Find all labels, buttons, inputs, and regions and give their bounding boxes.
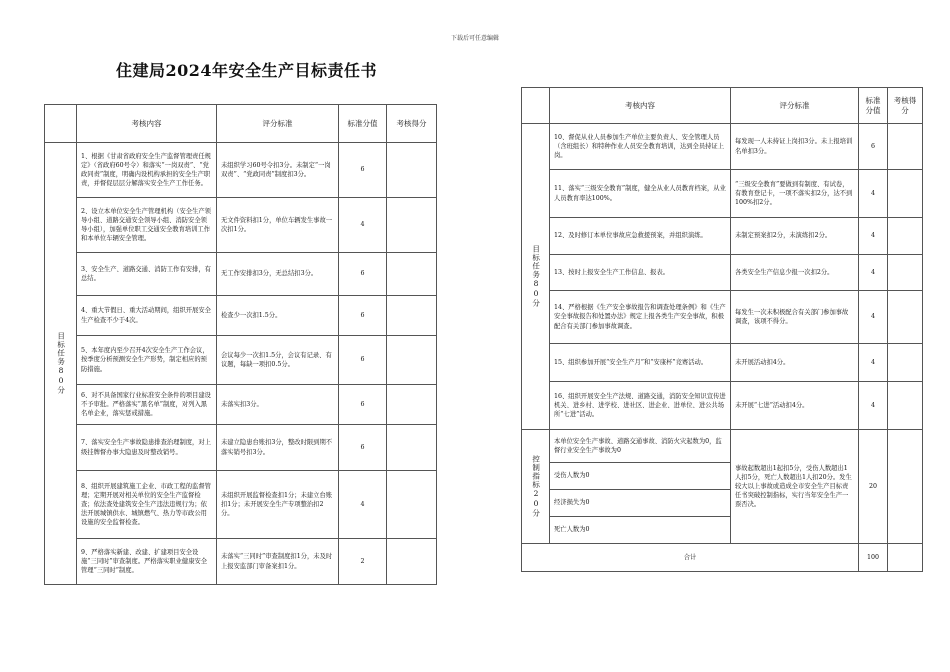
scoring-criteria: 无文件资料扣1分，单位车辆发生事故一次扣1分。 bbox=[217, 198, 339, 253]
task-content: 8、组织开展建筑施工企业、市政工程的监督管理；定期开展对相关单位的安全生产监督检查；依法查处建筑安全生产违法违规行为；依法开展城镇供水、城镇燃气、热力等市政公用设施的安全监督检查。 bbox=[77, 471, 217, 539]
left-header-std: 标准分值 bbox=[339, 105, 387, 143]
assessed-score bbox=[888, 291, 923, 344]
task-content: 2、设立本单位安全生产管理机构（安全生产领导小组、道路交通安全领导小组、消防安全领导小组），加强单位职工交通安全教育培训工作和本单位车辆安全管理。 bbox=[77, 198, 217, 253]
task-content: 7、落实安全生产事故隐患排查治理制度，对上级挂牌督办事大隐患及时整改销号。 bbox=[77, 425, 217, 471]
task-content: 6、对不具备国家行业标准安全条件的项目建设不予审批。严格落实“黑名单”制度，对列入黑名单企业，落实惩戒措施。 bbox=[77, 385, 217, 425]
standard-points: 4 bbox=[859, 382, 888, 430]
left-header-criteria: 评分标准 bbox=[217, 105, 339, 143]
assessed-score bbox=[387, 336, 437, 385]
table-row bbox=[45, 385, 437, 425]
control-category-label: 控制指标20分 bbox=[522, 430, 550, 544]
left-responsibility-table bbox=[44, 104, 437, 585]
assessed-score bbox=[387, 198, 437, 253]
scoring-criteria: 未制定预案扣2分，未演练扣2分。 bbox=[731, 218, 859, 255]
standard-points: 4 bbox=[859, 218, 888, 255]
standard-points: 6 bbox=[339, 296, 387, 336]
right-responsibility-table bbox=[521, 87, 923, 572]
standard-points: 6 bbox=[339, 336, 387, 385]
control-content: 经济损失为0 bbox=[550, 490, 731, 517]
task-content: 4、重大节假日、重大活动期间，组织开展安全生产检查不少于4次。 bbox=[77, 296, 217, 336]
assessed-score bbox=[387, 296, 437, 336]
right-header-score: 考核得分 bbox=[888, 88, 923, 124]
control-score bbox=[888, 430, 923, 544]
left-header-row bbox=[45, 105, 437, 143]
task-content: 16、组织开展安全生产法规、道路交通，消防安全知识宣传进机关、进乡村、进学校、进社区、进企业、进单位、进公共场所“七进”活动。 bbox=[550, 382, 731, 430]
assessed-score bbox=[888, 255, 923, 291]
control-points: 20 bbox=[859, 430, 888, 544]
standard-points: 6 bbox=[339, 253, 387, 296]
total-points: 100 bbox=[859, 544, 888, 572]
right-header-criteria: 评分标准 bbox=[731, 88, 859, 124]
standard-points: 4 bbox=[339, 471, 387, 539]
standard-points: 4 bbox=[859, 291, 888, 344]
scoring-criteria: 每发生一次未积极配合有关部门参加事故调查，该项不得分。 bbox=[731, 291, 859, 344]
table-row bbox=[45, 539, 437, 585]
standard-points: 2 bbox=[339, 539, 387, 585]
scoring-criteria: 会议每少一次扣1.5分，会议有记录、有议题，每缺一项扣0.5分。 bbox=[217, 336, 339, 385]
table-row bbox=[522, 291, 923, 344]
scoring-criteria: 每发现一人未持证上岗扣3分。未上报培训名单扣3分。 bbox=[731, 124, 859, 170]
task-content: 14、严格根据《生产安全事故报告和调查处理条例》和《生产安全事故报告和处置办法》规定上报各类生产安全事故，积极配合有关部门参加事故调查。 bbox=[550, 291, 731, 344]
category-label: 目标任务80分 bbox=[45, 143, 77, 585]
left-header-content: 考核内容 bbox=[77, 105, 217, 143]
standard-points: 6 bbox=[339, 425, 387, 471]
assessed-score bbox=[387, 471, 437, 539]
table-row bbox=[45, 296, 437, 336]
task-content: 9、严格落实新建、改建、扩建项目安全设施“三同时”审查制度。严格落实职业健康安全管理“三同时”制度。 bbox=[77, 539, 217, 585]
assessed-score bbox=[888, 344, 923, 382]
control-content: 本单位安全生产事故、道路交通事故、消防火灾起数为0，监督行业安全生产事故为0 bbox=[550, 430, 731, 463]
scoring-criteria: 未组织学习60号令扣3分。未制定“一岗双责”、“党政同责”制度扣3分。 bbox=[217, 143, 339, 198]
right-header-blank bbox=[522, 88, 550, 124]
assessed-score bbox=[387, 385, 437, 425]
scoring-criteria: 未开展“七进”活动扣4分。 bbox=[731, 382, 859, 430]
table-row bbox=[45, 253, 437, 296]
standard-points: 4 bbox=[339, 198, 387, 253]
task-content: 5、本年度内至少召开4次安全生产工作会议，按季度分析预测安全生产形势，制定相应的预防措施。 bbox=[77, 336, 217, 385]
standard-points: 6 bbox=[339, 385, 387, 425]
top-note: 下载后可任意编辑 bbox=[450, 35, 499, 42]
table-row bbox=[45, 425, 437, 471]
standard-points: 4 bbox=[859, 170, 888, 218]
scoring-criteria: 未落实扣3分。 bbox=[217, 385, 339, 425]
assessed-score bbox=[387, 539, 437, 585]
left-header-score: 考核得分 bbox=[387, 105, 437, 143]
scoring-criteria: 检查少一次扣1.5分。 bbox=[217, 296, 339, 336]
task-content: 15、组织参加开展“安全生产月”和“安康杯”竞赛活动。 bbox=[550, 344, 731, 382]
task-content: 12、及时修订本单位事故应急救援预案，并组织演练。 bbox=[550, 218, 731, 255]
control-content: 受伤人数为0 bbox=[550, 463, 731, 490]
assessed-score bbox=[888, 218, 923, 255]
table-row bbox=[522, 382, 923, 430]
right-header-row bbox=[522, 88, 923, 124]
table-row bbox=[45, 471, 437, 539]
task-content: 13、按时上报安全生产工作信息、报表。 bbox=[550, 255, 731, 291]
task-content: 3、安全生产、道路交通、消防工作有安排，有总结。 bbox=[77, 253, 217, 296]
scoring-criteria: 无工作安排扣3分，无总结扣3分。 bbox=[217, 253, 339, 296]
table-row bbox=[522, 170, 923, 218]
standard-points: 6 bbox=[339, 143, 387, 198]
assessed-score bbox=[387, 253, 437, 296]
control-criteria: 事故起数超出1起扣5分，受伤人数超出1人扣5分，死亡人数超出1人扣20分。发生较大以上事故或造成全市安全生产目标责任书突破控制指标，实行当年安全生产一票否决。 bbox=[731, 430, 859, 544]
assessed-score bbox=[888, 124, 923, 170]
task-content: 11、落实“三级安全教育”制度，健全从业人员教育档案，从业人员教育率达100%。 bbox=[550, 170, 731, 218]
scoring-criteria: 未组织开展监督检查扣1分；未建立台账扣1分；未开展安全生产专项整治扣2分。 bbox=[217, 471, 339, 539]
table-row bbox=[522, 255, 923, 291]
assessed-score bbox=[387, 425, 437, 471]
scoring-criteria: 未开展活动扣4分。 bbox=[731, 344, 859, 382]
total-row bbox=[522, 544, 923, 572]
assessed-score bbox=[888, 382, 923, 430]
left-header-blank bbox=[45, 105, 77, 143]
task-content: 10、督促从业人员参加生产单位主要负责人、安全管理人员（含班组长）和特种作业人员安全教育培训，达到全员持证上岗。 bbox=[550, 124, 731, 170]
task-content: 1、根据《甘肃省政府安全生产监督管理责任规定》（省政府60号令）和落实“一岗双责”、“党政同责”制度，明确内设机构承担的安全生产职责，并督促层层分解落实安全生产工作任务。 bbox=[77, 143, 217, 198]
right-header-content: 考核内容 bbox=[550, 88, 731, 124]
scoring-criteria: 各类安全生产信息少报一次扣2分。 bbox=[731, 255, 859, 291]
page-title: 住建局2024年安全生产目标责任书 bbox=[116, 61, 378, 80]
standard-points: 4 bbox=[859, 255, 888, 291]
scoring-criteria: 未建立隐患台账扣3分，整改时限到期不落实销号扣3分。 bbox=[217, 425, 339, 471]
category-label: 目标任务80分 bbox=[522, 124, 550, 430]
right-header-std: 标准分值 bbox=[859, 88, 888, 124]
control-row bbox=[522, 430, 923, 463]
standard-points: 6 bbox=[859, 124, 888, 170]
table-row bbox=[45, 336, 437, 385]
assessed-score bbox=[888, 170, 923, 218]
table-row bbox=[45, 198, 437, 253]
table-row bbox=[522, 344, 923, 382]
scoring-criteria: “三级安全教育”要做到有制度、有试卷，有教育登记卡，一项不落实扣2分，达不到100%扣2分。 bbox=[731, 170, 859, 218]
scoring-criteria: 未落实“三同时”审查制度扣1分，未及时上报安监部门审备案扣1分。 bbox=[217, 539, 339, 585]
control-content: 死亡人数为0 bbox=[550, 517, 731, 544]
table-row bbox=[522, 218, 923, 255]
table-row bbox=[45, 143, 437, 198]
total-score bbox=[888, 544, 923, 572]
assessed-score bbox=[387, 143, 437, 198]
standard-points: 4 bbox=[859, 344, 888, 382]
table-row bbox=[522, 124, 923, 170]
total-label: 合计 bbox=[522, 544, 859, 572]
